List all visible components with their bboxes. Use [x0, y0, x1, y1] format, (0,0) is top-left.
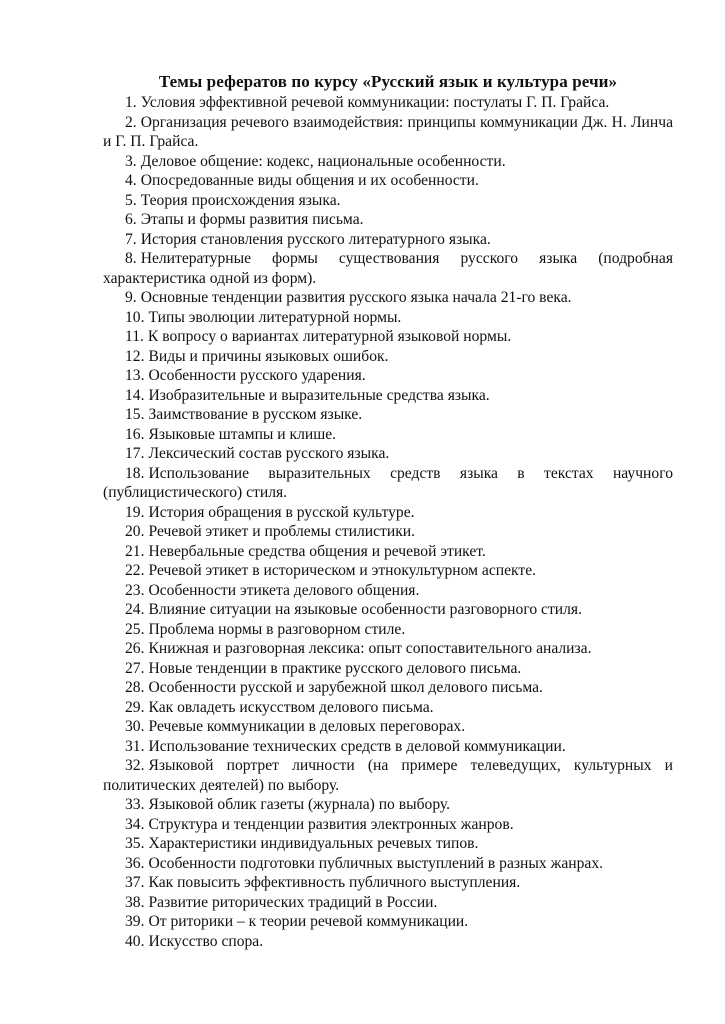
- topic-text: Языковые штампы и клише.: [148, 425, 337, 443]
- topic-text: Изобразительные и выразительные средства языка.: [148, 386, 490, 404]
- topic-item: [103, 873, 673, 893]
- topic-number: 4.: [125, 172, 137, 189]
- topic-item: [103, 425, 673, 445]
- topic-number: 17.: [125, 445, 145, 462]
- topic-text: Характеристики индивидуальных речевых типов.: [148, 835, 479, 852]
- topic-number: 38.: [125, 893, 145, 911]
- topic-number: 20.: [125, 523, 145, 540]
- topic-item: [103, 912, 673, 932]
- topic-item: [103, 659, 673, 679]
- topic-number: 29.: [125, 698, 145, 716]
- topic-item: [103, 152, 673, 172]
- topic-text: Виды и причины языковых ошибок.: [148, 347, 389, 365]
- topic-list: [103, 93, 673, 951]
- topic-number: 1.: [125, 94, 137, 111]
- topic-text: Деловое общение: кодекс, национальные особенности.: [140, 152, 506, 170]
- topic-text: Новые тенденции в практике русского делового письма.: [148, 659, 522, 677]
- topic-text: Типы эволюции литературной нормы.: [148, 308, 402, 326]
- topic-text: Использование технических средств в деловой коммуникации.: [148, 737, 566, 755]
- topic-number: 27.: [125, 659, 145, 677]
- topic-text: Особенности русской и зарубежной школ делового письма.: [148, 679, 543, 696]
- topic-number: 23.: [125, 581, 145, 599]
- topic-item: [103, 210, 673, 230]
- topic-item: [103, 600, 673, 620]
- topic-item: [103, 464, 673, 503]
- topic-text: Особенности русского ударения.: [148, 367, 366, 384]
- topic-item: [103, 230, 673, 250]
- topic-number: 12.: [125, 347, 145, 365]
- topic-number: 28.: [125, 679, 145, 696]
- topic-item: [103, 854, 673, 874]
- topic-text: От риторики – к теории речевой коммуникации.: [148, 913, 469, 930]
- topic-number: 15.: [125, 406, 145, 423]
- topic-text: Невербальные средства общения и речевой этикет.: [148, 542, 486, 560]
- topic-text: Заимствование в русском языке.: [148, 406, 363, 423]
- topic-number: 35.: [125, 835, 145, 852]
- topic-text: Условия эффективной речевой коммуникации: постулаты Г. П. Грайса.: [140, 94, 610, 111]
- topic-number: 13.: [125, 367, 145, 384]
- topic-item: [103, 678, 673, 698]
- topic-text: Опосредованные виды общения и их особенности.: [140, 172, 479, 189]
- topic-item: [103, 542, 673, 562]
- topic-number: 40.: [125, 932, 145, 950]
- topic-item: [103, 288, 673, 308]
- topic-text: Проблема нормы в разговорном стиле.: [148, 620, 406, 638]
- topic-item: [103, 561, 673, 581]
- topic-number: 14.: [125, 386, 145, 404]
- topic-text: Языковой портрет личности (на примере телеведущих, культурных и политических деятелей) по выбору.: [103, 757, 673, 794]
- topic-item: [103, 620, 673, 640]
- topic-number: 25.: [125, 620, 145, 638]
- topic-item: [103, 581, 673, 601]
- topic-number: 31.: [125, 737, 145, 755]
- topic-text: Как повысить эффективность публичного выступления.: [148, 874, 521, 891]
- topic-item: [103, 249, 673, 288]
- topic-number: 32.: [125, 757, 145, 774]
- topic-number: 22.: [125, 562, 145, 579]
- topic-text: Языковой облик газеты (журнала) по выбору.: [148, 796, 451, 813]
- topic-item: [103, 639, 673, 659]
- topic-number: 26.: [125, 640, 145, 657]
- topic-item: [103, 737, 673, 757]
- topic-text: Влияние ситуации на языковые особенности разговорного стиля.: [148, 601, 582, 618]
- topic-text: Особенности подготовки публичных выступлений в разных жанрах.: [148, 854, 604, 872]
- topic-number: 6.: [125, 211, 137, 228]
- topic-item: [103, 522, 673, 542]
- topic-text: Нелитературные формы существования русского языка (подробная характеристика одной из форм).: [103, 250, 673, 287]
- topic-number: 10.: [125, 308, 145, 326]
- topic-number: 24.: [125, 601, 145, 618]
- topic-item: [103, 503, 673, 523]
- topic-item: [103, 756, 673, 795]
- topic-text: Лексический состав русского языка.: [148, 445, 390, 462]
- topic-text: Искусство спора.: [148, 932, 264, 950]
- topic-number: 19.: [125, 503, 145, 521]
- document-content: [103, 72, 673, 951]
- topic-item: [103, 308, 673, 328]
- topic-text: Развитие риторических традиций в России.: [148, 893, 438, 911]
- topic-item: [103, 444, 673, 464]
- topic-number: 7.: [125, 230, 137, 248]
- topic-item: [103, 795, 673, 815]
- topic-text: Книжная и разговорная лексика: опыт сопоставительного анализа.: [148, 640, 592, 657]
- topic-item: [103, 366, 673, 386]
- topic-item: [103, 327, 673, 347]
- topic-number: 30.: [125, 718, 145, 735]
- topic-number: 16.: [125, 425, 145, 443]
- topic-number: 9.: [125, 289, 137, 306]
- topic-item: [103, 191, 673, 211]
- topic-number: 37.: [125, 874, 145, 891]
- topic-text: К вопросу о вариантах литературной языковой нормы.: [147, 328, 512, 345]
- topic-text: Речевой этикет и проблемы стилистики.: [148, 523, 416, 540]
- topic-text: История становления русского литературного языка.: [140, 230, 491, 248]
- topic-text: Использование выразительных средств языка в текстах научного (публицистического) стиля.: [103, 464, 673, 501]
- topic-item: [103, 386, 673, 406]
- topic-item: [103, 93, 673, 113]
- topic-item: [103, 893, 673, 913]
- topic-text: Основные тенденции развития русского языка начала 21-го века.: [140, 289, 572, 306]
- topic-number: 8.: [125, 250, 137, 267]
- topic-item: [103, 698, 673, 718]
- topic-number: 39.: [125, 913, 145, 930]
- topic-number: 11.: [125, 328, 144, 345]
- topic-item: [103, 815, 673, 835]
- topic-item: [103, 834, 673, 854]
- topic-text: Речевые коммуникации в деловых переговорах.: [148, 718, 466, 735]
- topic-text: Этапы и формы развития письма.: [140, 211, 364, 228]
- topic-text: Как овладеть искусством делового письма.: [148, 698, 434, 716]
- topic-item: [103, 171, 673, 191]
- topic-number: 21.: [125, 542, 145, 560]
- topic-text: Организация речевого взаимодействия: принципы коммуникации Дж. Н. Линча и Г. П. Грайса.: [103, 113, 673, 150]
- topic-item: [103, 347, 673, 367]
- topic-number: 34.: [125, 815, 145, 833]
- topic-item: [103, 113, 673, 152]
- document-title: Темы рефератов по курсу «Русский язык и культура речи»: [158, 72, 618, 91]
- topic-number: 36.: [125, 854, 145, 872]
- topic-text: Теория происхождения языка.: [140, 191, 341, 209]
- topic-text: Структура и тенденции развития электронных жанров.: [148, 815, 514, 833]
- topic-item: [103, 932, 673, 952]
- topic-number: 18.: [125, 464, 145, 482]
- topic-text: Речевой этикет в историческом и этнокультурном аспекте.: [148, 562, 537, 579]
- topic-number: 33.: [125, 796, 145, 813]
- topic-text: История обращения в русской культуре.: [148, 503, 415, 521]
- topic-number: 2.: [125, 113, 137, 131]
- topic-number: 5.: [125, 191, 137, 209]
- topic-number: 3.: [125, 152, 137, 170]
- topic-item: [103, 405, 673, 425]
- topic-item: [103, 717, 673, 737]
- topic-text: Особенности этикета делового общения.: [148, 581, 420, 599]
